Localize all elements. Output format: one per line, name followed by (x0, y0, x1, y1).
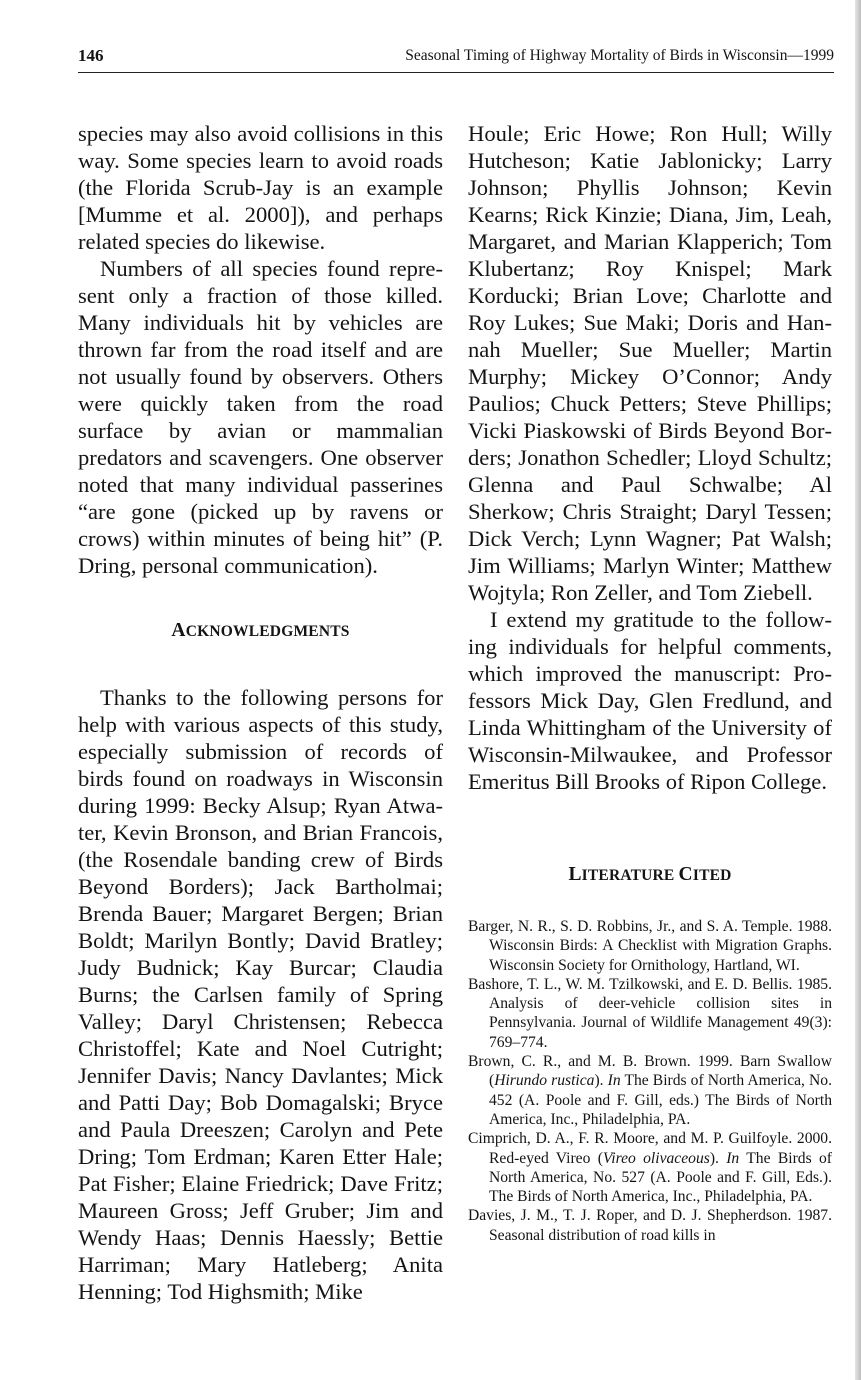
heading-initial: C (678, 864, 693, 885)
reference-entry: Davies, J. M., T. J. Roper, and D. J. Shepherdson. 1987. Seasonal distribution of road kills in (468, 1207, 832, 1244)
reference-entry: Barger, N. R., S. D. Robbins, Jr., and S. A. Temple. 1988. Wisconsin Birds: A Checklist with Migration Graphs. Wisconsin Society for Ornithology, Hartland, WI. (468, 918, 832, 974)
left-column (78, 120, 443, 1305)
reference-entry: Bashore, T. L., W. M. Tzilkowski, and E. D. Bellis. 1985. Analysis of deer-vehicle collision sites in Pennsylvania. Journal of Wildlife Management 49(3): 769–774. (468, 975, 832, 1051)
page-number: 146 (78, 46, 104, 65)
in-marker: In (726, 1149, 740, 1167)
literature-cited-heading (468, 861, 832, 889)
reference-text: ). (709, 1149, 727, 1167)
reference-text: The Birds of North America, No. 452 (A. Poole and F. Gill, eds.) The Birds of North America, Inc., Philadelphia, PA. (489, 1072, 832, 1128)
reference-text: The Birds of North America, No. 527 (A. Poole and F. Gill, Eds.). The Birds of North America, Inc., Philadelphia, PA. (489, 1149, 832, 1206)
acknowledgments-paragraph: Thanks to the following persons for help with various aspects of this study, especially submission of records of birds found on roadways in Wisconsin during 1999: Becky Alsup; Ryan Atwater, Kevin Bronson, and Brian Francois, (the Rosendale banding crew of Birds Beyond Borders); Jack Bartholmai; Brenda Bauer; Margaret Bergen; Brian Boldt; Marilyn Bontly; David Bratley; Judy Budnick; Kay Burcar; Claudia Burns; the Carlsen family of Spring Valley; Daryl Christensen; Rebecca Christoffel; Kate and Noel Cutright; Jennifer Davis; Nancy Davlantes; Mick and Patti Day; Bob Domagalski; Bryce and Paula Dreeszen; Carolyn and Pete Dring; Tom Erdman; Karen Etter Hale; Pat Fisher; Elaine Friedrick; Dave Fritz; Maureen Gross; Jeff Gruber; Jim and Wendy Haas; Dennis Haessly; Bettie Harriman; Mary Hatleberg; Anita Henning; Tod Highsmith; Mike (78, 685, 443, 1304)
reference-text: ). (594, 1072, 608, 1090)
body-paragraph: species may also avoid collisions in this way. Some species learn to avoid roads (the Florida Scrub-Jay is an example [Mumme et al. 2000]), and perhaps related species do likewise. (78, 121, 443, 254)
species-name: Vireo olivaceous (602, 1149, 710, 1167)
heading-initial: L (568, 864, 582, 885)
heading-rest: ITERATURE (581, 867, 679, 884)
heading-rest: CKNOWLEDGMENTS (185, 623, 350, 640)
reference-text: Brown, C. R., and M. B. Brown. 1999. Barn Swallow ( (468, 1053, 832, 1090)
body-paragraph: Numbers of all species found represent only a fraction of those killed. Many individuals hit by vehicles are thrown far from the road itself and are not usually found by observers. Others were quickly taken from the road surface by avian or mammalian predators and scavengers. One observer noted that many individual passerines “are gone (picked up by ravens or crows) within minutes of being hit” (P. Dring, personal communication). (78, 256, 443, 578)
reference-text: Cimprich, D. A., F. R. Moore, and M. P. Guilfoyle. 2000. Red-eyed Vireo ( (468, 1130, 832, 1167)
heading-rest: ITED (692, 867, 732, 884)
running-title: Seasonal Timing of Highway Mortality of Birds in Wisconsin—1999 (405, 47, 834, 64)
running-head (78, 46, 834, 73)
reference-list (468, 917, 832, 1245)
species-name: Hirundo rustica (494, 1072, 595, 1090)
reference-entry (468, 1052, 832, 1129)
acknowledgments-paragraph: I extend my gratitude to the following individuals for helpful comments, which improved the manuscript: Professors Mick Day, Glen Fredlund, and Linda Whittingham of the University of Wisconsin-Milwaukee, and Professor Emeritus Bill Brooks of Ripon College. (468, 607, 832, 794)
page-edge-shadow (855, 0, 861, 1380)
heading-initial: A (171, 620, 186, 641)
in-marker: In (607, 1072, 621, 1090)
right-column (468, 120, 832, 1245)
acknowledgments-continued: Houle; Eric Howe; Ron Hull; Willy Hutcheson; Katie Jablonicky; Larry Johnson; Phyllis Johnson; Kevin Kearns; Rick Kinzie; Diana, Jim, Leah, Margaret, and Marian Klapperich; Tom Klubertanz; Roy Knispel; Mark Korducki; Brian Love; Charlotte and Roy Lukes; Sue Maki; Doris and Hannah Mueller; Sue Mueller; Martin Murphy; Mickey O’Connor; Andy Paulios; Chuck Petters; Steve Phillips; Vicki Piaskowski of Birds Beyond Borders; Jonathon Schedler; Lloyd Schultz; Glenna and Paul Schwalbe; Al Sherkow; Chris Straight; Daryl Tessen; Dick Verch; Lynn Wagner; Pat Walsh; Jim Williams; Marlyn Winter; Matthew Wojtyla; Ron Zeller, and Tom Ziebell. (468, 121, 832, 605)
acknowledgments-heading (78, 617, 443, 645)
reference-entry (468, 1129, 832, 1206)
